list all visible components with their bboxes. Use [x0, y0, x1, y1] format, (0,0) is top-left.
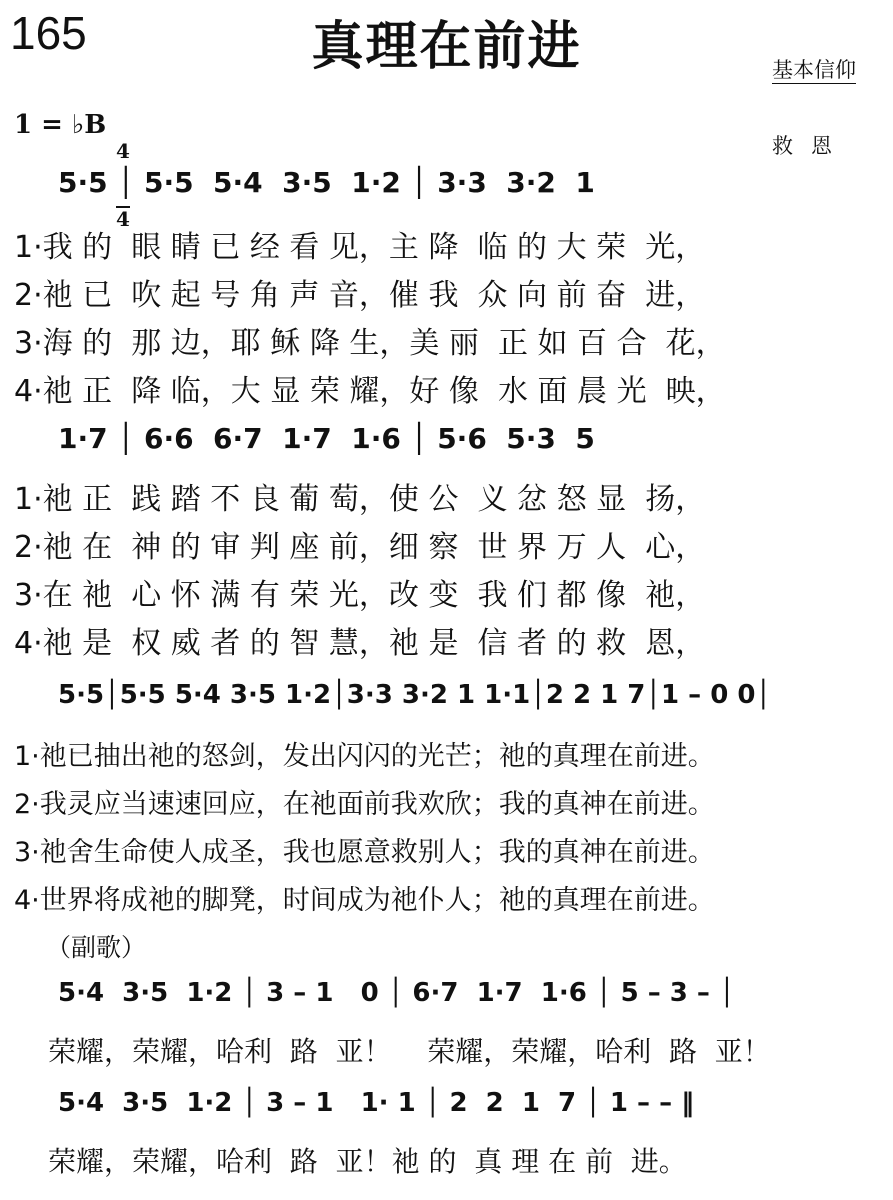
chorus-notes-1: 5·4 3·5 1·2 │ 3 – 1 0 │ 6·7 1·7 1·6 │ 5 – 3 – │ — [58, 978, 735, 1008]
lyric-line: 2·祂 已 吹 起 号 角 声 音，催 我 众 向 前 奋 进， — [14, 278, 706, 313]
lyric-line: 4·祂 是 权 威 者 的 智 慧，祂 是 信 者 的 救 恩， — [14, 626, 706, 661]
lyric-line: 1·祂 正 践 踏 不 良 葡 萄，使 公 义 忿 怒 显 扬， — [14, 482, 706, 517]
notes-row-1: 5·5 │ 5·5 5·4 3·5 1·2 │ 3·3 3·2 1 — [58, 166, 595, 199]
chorus-lyric-2: 荣耀，荣耀，哈利 路 亚！祂 的 真 理 在 前 进。 — [48, 1145, 687, 1178]
lyric-line: 2·我灵应当速速回应，在祂面前我欢欣；我的真神在前进。 — [14, 789, 715, 820]
lyric-line: 3·海 的 那 边，耶 稣 降 生，美 丽 正 如 百 合 花， — [14, 326, 726, 361]
category-primary: 基本信仰 — [772, 58, 856, 82]
lyric-line: 1·祂已抽出祂的怒剑，发出闪闪的光芒；祂的真理在前进。 — [14, 741, 715, 772]
lyric-line: 1·我 的 眼 睛 已 经 看 见，主 降 临 的 大 荣 光， — [14, 230, 706, 265]
lyric-line: 4·世界将成祂的脚凳，时间成为祂仆人；祂的真理在前进。 — [14, 885, 715, 916]
lyric-line: 4·祂 正 降 临，大 显 荣 耀，好 像 水 面 晨 光 映， — [14, 374, 726, 409]
category-box — [772, 8, 856, 184]
notes-row-2: 1·7 │ 6·6 6·7 1·7 1·6 │ 5·6 5·3 5 — [58, 422, 595, 455]
notes-row-3: 5·5│5·5 5·4 3·5 1·2│3·3 3·2 1 1·1│2 2 1 7│1 – 0 0│ — [58, 680, 772, 710]
chorus-notes-2: 5·4 3·5 1·2 │ 3 – 1 1· 1 │ 2 2 1 7 │ 1 – – ‖ — [58, 1088, 695, 1118]
lyric-line: 2·祂 在 神 的 审 判 座 前，细 察 世 界 万 人 心， — [14, 530, 706, 565]
lyric-line: 3·在 祂 心 怀 满 有 荣 光，改 变 我 们 都 像 祂， — [14, 578, 706, 613]
chorus-lyric-1: 荣耀，荣耀，哈利 路 亚！ 荣耀，荣耀，哈利 路 亚！ — [48, 1035, 771, 1068]
lyric-line: 3·祂舍生命使人成圣，我也愿意救别人；我的真神在前进。 — [14, 837, 715, 868]
meter-bottom: 4 — [116, 207, 130, 231]
key-signature: 1 = ♭B — [14, 110, 107, 140]
category-secondary: 救恩 — [772, 134, 850, 158]
hymn-title: 真理在前进 — [311, 16, 582, 77]
hymn-number: 165 — [10, 7, 87, 59]
chorus-label: （副歌） — [46, 933, 147, 962]
meter-top: 4 — [116, 139, 130, 163]
